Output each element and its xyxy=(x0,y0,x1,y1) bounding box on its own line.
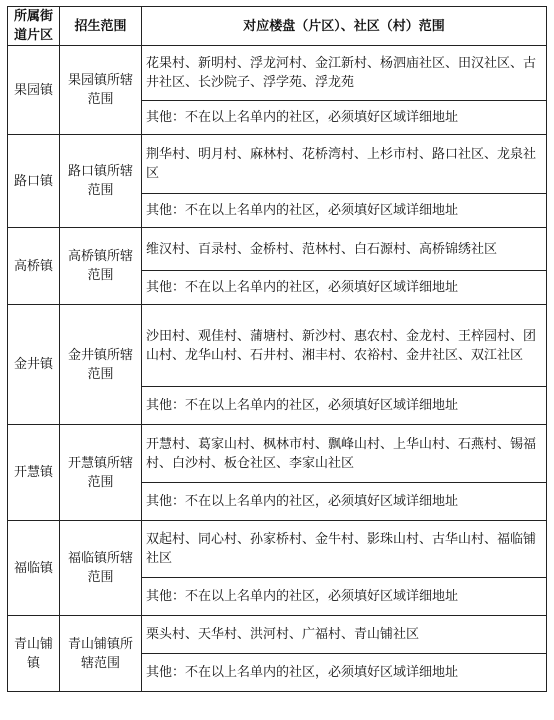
other-cell: 其他：不在以上名单内的社区，必须填好区域详细地址 xyxy=(142,387,547,425)
table-row xyxy=(8,521,547,578)
scope-cell: 开慧镇所辖范围 xyxy=(60,425,142,521)
area-cell: 双起村、同心村、孙家桥村、金牛村、影珠山村、古华山村、福临铺社区 xyxy=(142,521,547,578)
table-row xyxy=(8,135,547,194)
town-cell: 青山铺镇 xyxy=(8,616,60,692)
header-town: 所属街道片区 xyxy=(8,7,60,46)
town-cell: 高桥镇 xyxy=(8,228,60,305)
enrollment-scope-table xyxy=(7,6,547,692)
table-row xyxy=(8,305,547,387)
area-cell: 开慧村、葛家山村、枫林市村、飘峰山村、上华山村、石燕村、锡福村、白沙村、板仓社区、李家山社区 xyxy=(142,425,547,483)
other-cell: 其他：不在以上名单内的社区，必须填好区域详细地址 xyxy=(142,483,547,521)
other-cell: 其他：不在以上名单内的社区，必须填好区域详细地址 xyxy=(142,194,547,228)
table-row xyxy=(8,616,547,654)
scope-cell: 路口镇所辖范围 xyxy=(60,135,142,228)
area-cell: 维汉村、百录村、金桥村、范林村、白石源村、高桥锦绣社区 xyxy=(142,228,547,271)
scope-cell: 青山铺镇所辖范围 xyxy=(60,616,142,692)
area-cell: 沙田村、观佳村、蒲塘村、新沙村、惠农村、金龙村、王梓园村、团山村、龙华山村、石井村、湘丰村、农裕村、金井社区、双江社区 xyxy=(142,305,547,387)
town-cell: 果园镇 xyxy=(8,46,60,135)
header-row xyxy=(8,7,547,46)
town-cell: 福临镇 xyxy=(8,521,60,616)
scope-cell: 福临镇所辖范围 xyxy=(60,521,142,616)
other-cell: 其他：不在以上名单内的社区，必须填好区域详细地址 xyxy=(142,101,547,135)
table-row xyxy=(8,425,547,483)
scope-cell: 高桥镇所辖范围 xyxy=(60,228,142,305)
town-cell: 金井镇 xyxy=(8,305,60,425)
table-row xyxy=(8,46,547,101)
header-area: 对应楼盘（片区）、社区（村）范围 xyxy=(142,7,547,46)
area-cell: 花果村、新明村、浮龙河村、金江新村、杨泗庙社区、田汉社区、古井社区、长沙院子、浮学苑、浮龙苑 xyxy=(142,46,547,101)
other-cell: 其他：不在以上名单内的社区，必须填好区域详细地址 xyxy=(142,271,547,305)
other-cell: 其他：不在以上名单内的社区，必须填好区域详细地址 xyxy=(142,578,547,616)
header-scope: 招生范围 xyxy=(60,7,142,46)
scope-cell: 果园镇所辖范围 xyxy=(60,46,142,135)
area-cell: 栗头村、天华村、洪河村、广福村、青山铺社区 xyxy=(142,616,547,654)
scope-cell: 金井镇所辖范围 xyxy=(60,305,142,425)
town-cell: 路口镇 xyxy=(8,135,60,228)
table-row xyxy=(8,228,547,271)
other-cell: 其他：不在以上名单内的社区，必须填好区域详细地址 xyxy=(142,654,547,692)
town-cell: 开慧镇 xyxy=(8,425,60,521)
area-cell: 荆华村、明月村、麻林村、花桥湾村、上杉市村、路口社区、龙泉社区 xyxy=(142,135,547,194)
